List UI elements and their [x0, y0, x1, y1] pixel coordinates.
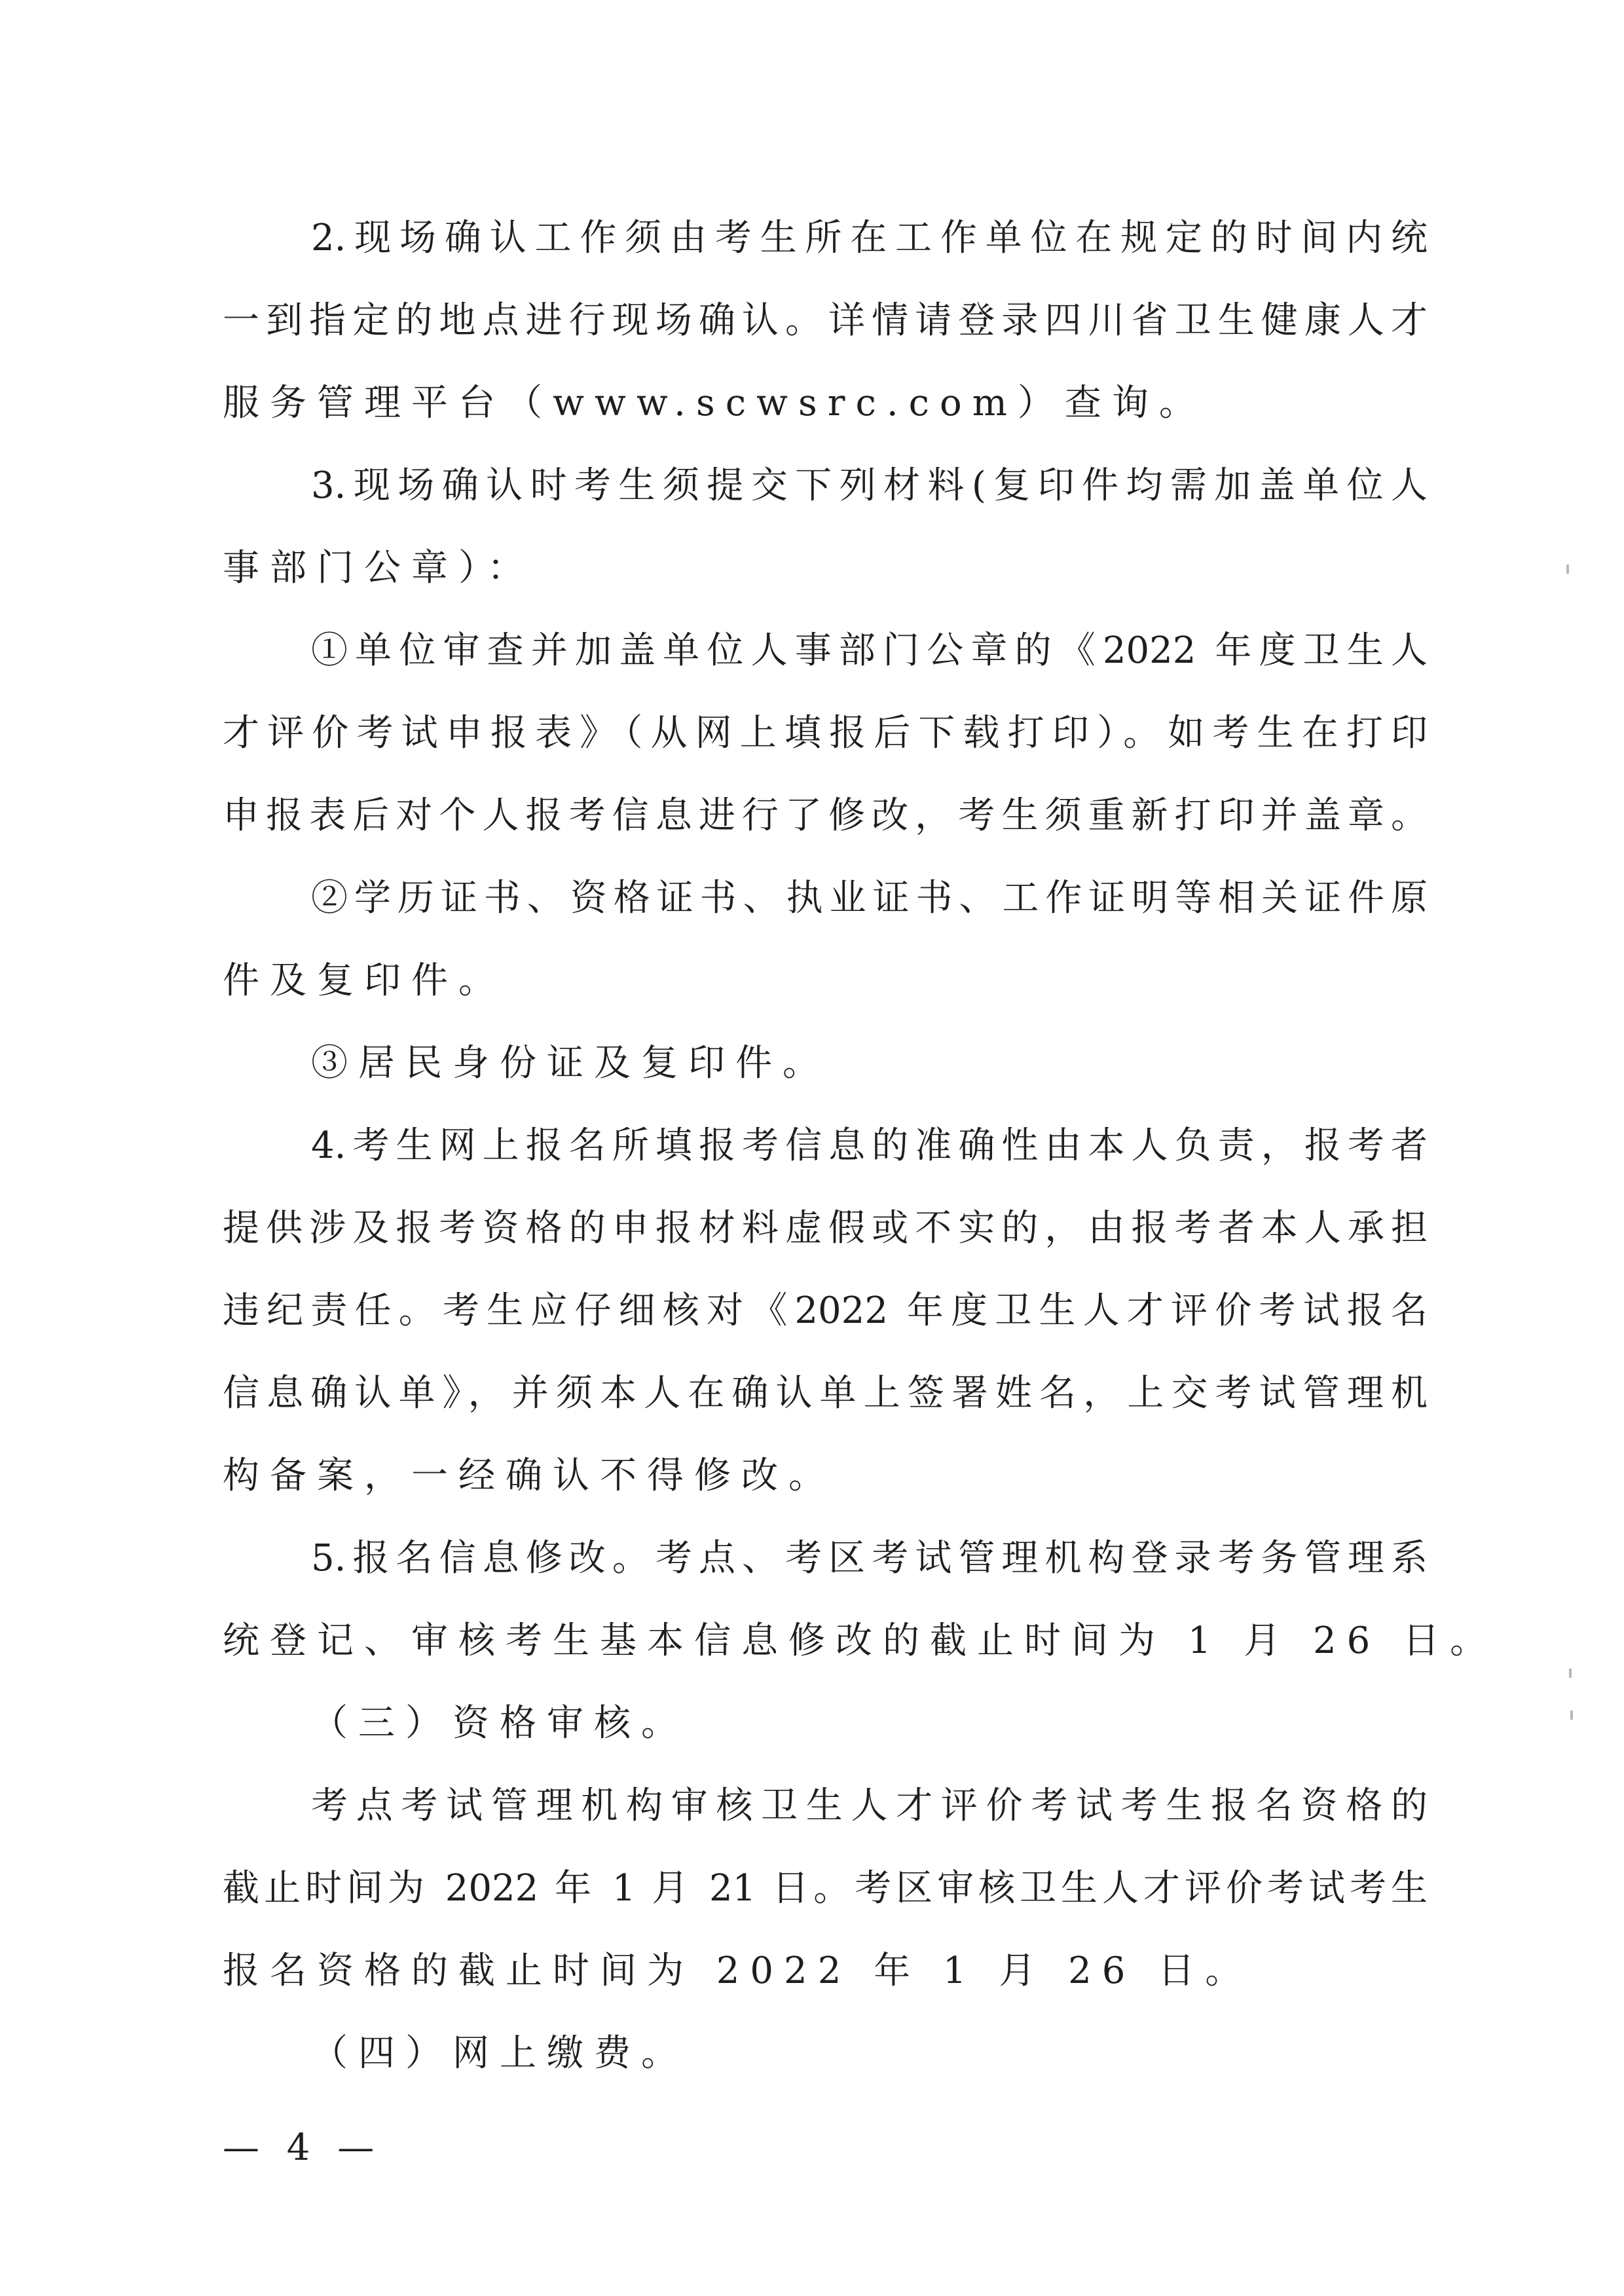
text-line: ③居民身份证及复印件。 — [311, 1042, 830, 1084]
scan-speck — [1569, 1669, 1572, 1678]
text-line: 事部门公章）： — [223, 547, 534, 589]
text-line: 一到指定的地点进行现场确认。详情请登录四川省卫生健康人才 — [223, 299, 1428, 342]
text-line: ②学历证书、资格证书、执业证书、工作证明等相关证件原 — [311, 877, 1428, 919]
text-line: 统登记、审核考生基本信息修改的截止时间为 1 月 26 日。 — [223, 1620, 1498, 1662]
text-line: 考点考试管理机构审核卫生人才评价考试考生报名资格的 — [311, 1785, 1428, 1827]
section-heading: （四）网上缴费。 — [311, 2032, 688, 2075]
text-line: 服务管理平台（www.scwsrc.com）查询。 — [223, 382, 1206, 424]
text-line: 3.现场确认时考生须提交下列材料(复印件均需加盖单位人 — [311, 464, 1428, 507]
text-line: 4.考生网上报名所填报考信息的准确性由本人负责，报考者 — [311, 1124, 1428, 1167]
text-line: 违纪责任。考生应仔细核对《2022 年度卫生人才评价考试报名 — [223, 1289, 1428, 1332]
text-line: 申报表后对个人报考信息进行了修改，考生须重新打印并盖章。 — [223, 794, 1428, 837]
text-line: 5.报名信息修改。考点、考区考试管理机构登录考务管理系 — [311, 1537, 1428, 1580]
section-heading: （三）资格审核。 — [311, 1702, 688, 1745]
text-line: ①单位审查并加盖单位人事部门公章的《2022 年度卫生人 — [311, 629, 1428, 672]
text-line: 提供涉及报考资格的申报材料虚假或不实的，由报考者本人承担 — [223, 1207, 1428, 1250]
scan-speck — [1570, 1711, 1573, 1720]
text-line: 构备案，一经确认不得修改。 — [223, 1454, 836, 1497]
text-line: 信息确认单》，并须本人在确认单上签署姓名，上交考试管理机 — [223, 1372, 1428, 1415]
page-number: — 4 — — [223, 2126, 382, 2169]
text-line: 才评价考试申报表》（从网上填报后下载打印）。如考生在打印 — [223, 712, 1428, 754]
text-line: 件及复印件。 — [223, 959, 506, 1002]
text-line: 截止时间为 2022 年 1 月 21 日。考区审核卫生人才评价考试考生 — [223, 1867, 1428, 1910]
text-line: 报名资格的截止时间为 2022 年 1 月 26 日。 — [223, 1950, 1253, 1992]
scan-speck — [1566, 565, 1569, 574]
text-line: 2.现场确认工作须由考生所在工作单位在规定的时间内统 — [311, 217, 1428, 259]
